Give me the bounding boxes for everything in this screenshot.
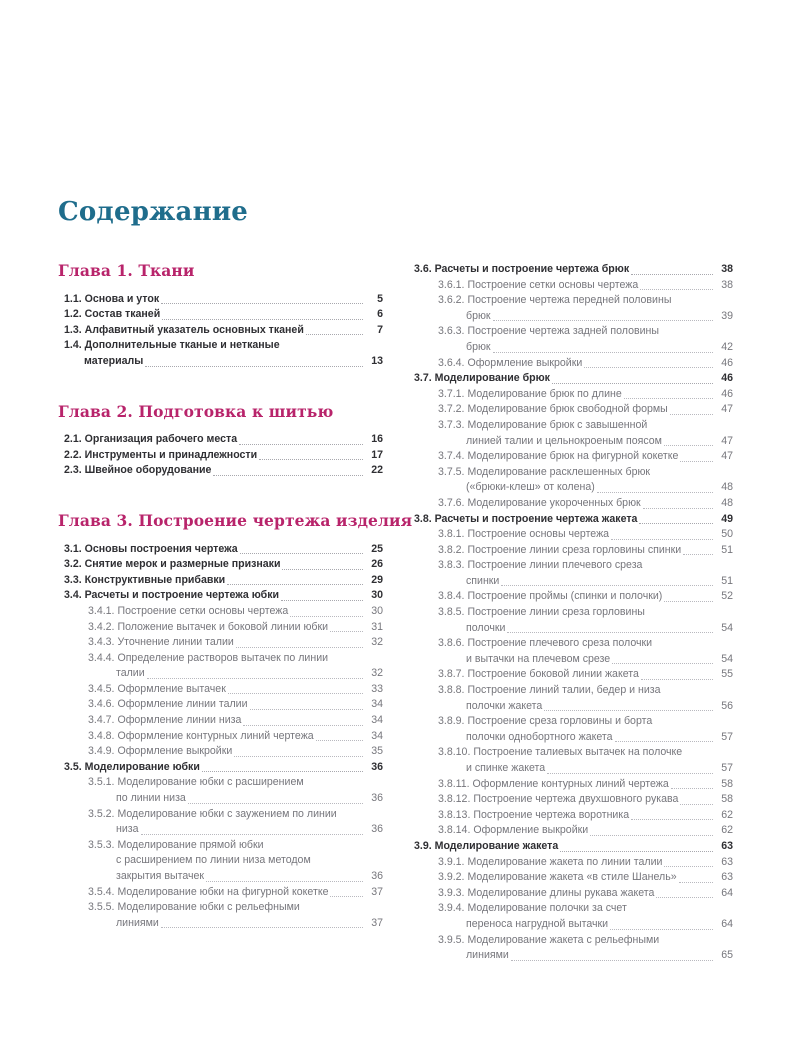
dot-leader <box>243 724 363 726</box>
toc-entry[interactable] <box>58 791 383 807</box>
toc-page-number: 57 <box>721 762 733 774</box>
toc-entry-label: 3.8.5. Построение линии среза горловины <box>438 606 645 619</box>
dot-leader <box>213 474 363 476</box>
toc-entry-continuation[interactable] <box>58 838 383 854</box>
toc-entry[interactable] <box>408 808 733 824</box>
toc-entry[interactable] <box>408 792 733 808</box>
toc-column-right <box>408 262 733 964</box>
toc-page-number: 64 <box>721 917 733 930</box>
toc-entry-label: 3.7.2. Моделирование брюк свободной формы <box>438 403 668 416</box>
toc-entry[interactable] <box>408 621 733 637</box>
dot-leader <box>161 302 363 304</box>
dot-leader <box>227 583 363 585</box>
toc-entry-label: 3.4.4. Определение растворов вытачек по линии <box>88 651 329 664</box>
toc-entry[interactable] <box>58 666 383 682</box>
dot-leader <box>611 538 713 540</box>
toc-page-number: 26 <box>371 558 383 571</box>
toc-entry-label: линиями <box>466 949 509 962</box>
toc-page-number: 13 <box>371 354 383 367</box>
toc-entry-continuation[interactable] <box>408 293 733 309</box>
dot-leader <box>640 288 713 290</box>
toc-entry[interactable] <box>408 387 733 403</box>
dot-leader <box>624 397 713 399</box>
toc-entry-label: полочки жакета <box>466 699 543 712</box>
dot-leader <box>654 648 731 649</box>
dot-leader <box>629 913 731 914</box>
dot-leader <box>584 366 713 368</box>
dot-leader <box>147 677 363 679</box>
toc-entry-label: 3.4.9. Оформление выкройки <box>88 745 233 758</box>
dot-leader <box>250 708 363 710</box>
toc-page-number: 46 <box>721 356 733 369</box>
dot-leader <box>664 600 713 602</box>
toc-entry-label: 3.8.9. Построение среза горловины и борта <box>438 715 653 728</box>
toc-entry-label: 3.8.14. Оформление выкройки <box>438 824 589 837</box>
toc-entry[interactable] <box>408 823 733 839</box>
toc-entry[interactable] <box>58 292 383 308</box>
toc-entry-label: 3.9.5. Моделирование жакета с рельефными <box>438 933 660 946</box>
dot-leader <box>240 552 363 554</box>
toc-entry-label: 1.1. Основа и уток <box>64 292 160 305</box>
toc-entry[interactable] <box>408 855 733 871</box>
toc-entry[interactable] <box>58 307 383 323</box>
toc-page-number: 30 <box>371 604 383 617</box>
toc-entry-continuation[interactable] <box>408 901 733 917</box>
toc-entry-label: 1.4. Дополнительные тканые и нетканые <box>64 339 280 352</box>
dot-leader <box>680 460 713 462</box>
toc-entry-label: 2.2. Инструменты и принадлежности <box>64 448 258 461</box>
toc-entry[interactable] <box>58 682 383 698</box>
toc-entry-continuation[interactable] <box>408 558 733 574</box>
toc-page-number: 47 <box>721 403 733 416</box>
dot-leader <box>631 273 713 275</box>
toc-entry-label: низа <box>116 823 139 836</box>
toc-entry-continuation[interactable] <box>408 714 733 730</box>
dot-leader <box>639 522 713 524</box>
toc-page-number: 29 <box>371 573 383 586</box>
toc-page-number: 58 <box>721 793 733 806</box>
toc-entry-label: 3.4.8. Оформление контурных линий чертежа <box>88 729 314 742</box>
toc-page-number: 38 <box>721 263 733 275</box>
dot-leader <box>679 881 713 883</box>
toc-entry-label: 3.9.2. Моделирование жакета «в стиле Шанель» <box>438 871 677 884</box>
toc-entry[interactable] <box>58 588 383 604</box>
dot-leader <box>641 678 713 680</box>
toc-entry-label: линиями <box>116 916 159 929</box>
toc-page-number: 54 <box>721 621 733 634</box>
dot-leader <box>643 507 713 509</box>
toc-entry-label: 1.3. Алфавитный указатель основных тканей <box>64 323 304 336</box>
toc-entry[interactable] <box>58 542 383 558</box>
toc-entry-label: 3.9.4. Моделирование полочки за счет <box>438 902 627 915</box>
toc-page-number: 34 <box>371 729 383 742</box>
toc-page-number: 5 <box>377 292 383 305</box>
toc-entry-continuation[interactable] <box>408 933 733 949</box>
toc-entry[interactable] <box>408 527 733 543</box>
toc-page-number: 7 <box>377 323 383 336</box>
toc-page-number: 35 <box>371 745 383 758</box>
dot-leader <box>316 739 363 741</box>
toc-entry-label: 3.4.1. Построение сетки основы чертежа <box>88 604 289 617</box>
dot-leader <box>664 865 713 867</box>
toc-page-number: 50 <box>721 528 733 541</box>
toc-entry-label: закрытия вытачек <box>116 870 205 882</box>
dot-leader <box>282 350 381 351</box>
toc-entry[interactable] <box>58 635 383 651</box>
dot-leader <box>631 818 713 820</box>
toc-entry-continuation[interactable] <box>408 683 733 699</box>
toc-entry[interactable] <box>408 699 733 715</box>
toc-entry[interactable] <box>408 543 733 559</box>
toc-page-number: 34 <box>371 714 383 727</box>
dot-leader <box>647 617 731 618</box>
toc-entry[interactable] <box>408 886 733 902</box>
toc-entry-label: 3.8.3. Построение линии плечевого среза <box>438 559 643 572</box>
toc-page-number: 48 <box>721 496 733 509</box>
toc-entry-label: 3.6.3. Построение чертежа задней половины <box>438 325 660 338</box>
dot-leader <box>610 928 713 930</box>
toc-entry-label: 3.4.3. Уточнение линии талии <box>88 636 234 649</box>
toc-entry-label: 3.9. Моделирование жакета <box>414 839 559 852</box>
toc-entry-label: 3.7. Моделирование брюк <box>414 372 550 385</box>
toc-page-number: 36 <box>371 823 383 836</box>
toc-entry-label: 3.2. Снятие мерок и размерные признаки <box>64 558 281 571</box>
toc-entry-label: 2.3. Швейное оборудование <box>64 464 212 477</box>
toc-page-number: 51 <box>721 574 733 587</box>
dot-leader <box>228 692 363 694</box>
toc-entry-label: 3.8.7. Построение боковой линии жакета <box>438 668 639 681</box>
dot-leader <box>330 895 363 897</box>
toc-entry-label: материалы <box>84 354 144 367</box>
toc-entry-label: 3.4.2. Положение вытачек и боковой линии юбки <box>88 620 329 633</box>
toc-entry-label: по линии низа <box>116 792 186 805</box>
toc-entry-continuation[interactable] <box>58 338 383 354</box>
dot-leader <box>597 491 713 493</box>
toc-entry[interactable] <box>58 323 383 339</box>
toc-entry-label: 3.4.7. Оформление линии низа <box>88 714 242 727</box>
toc-entry[interactable] <box>408 402 733 418</box>
toc-entry[interactable] <box>408 512 733 528</box>
toc-page-number: 34 <box>371 698 383 711</box>
dot-leader <box>206 880 363 882</box>
toc-page-number: 47 <box>721 434 733 447</box>
dot-leader <box>501 584 713 586</box>
toc-entry[interactable] <box>58 604 383 620</box>
toc-page-number: 47 <box>721 450 733 463</box>
toc-page-number: 42 <box>721 340 733 353</box>
toc-page-number: 32 <box>371 667 383 680</box>
toc-entry[interactable] <box>58 713 383 729</box>
toc-entry[interactable] <box>58 697 383 713</box>
dot-leader <box>680 803 713 805</box>
toc-entry[interactable] <box>408 730 733 746</box>
dot-leader <box>649 430 731 431</box>
toc-page-number: 63 <box>721 839 733 852</box>
dot-leader <box>493 351 713 353</box>
toc-entry-continuation[interactable] <box>408 605 733 621</box>
toc-page-number: 36 <box>371 792 383 805</box>
toc-entry-label: 3.5.2. Моделирование юбки с заужением по линии <box>88 807 337 820</box>
toc-page-number: 37 <box>371 916 383 929</box>
toc-page-number: 46 <box>721 372 733 385</box>
toc-entry-continuation[interactable] <box>408 324 733 340</box>
toc-entry-label: 3.6.2. Построение чертежа передней половины <box>438 294 672 307</box>
toc-entry-label: 3.3. Конструктивные прибавки <box>64 573 226 586</box>
toc-entry-label: 3.7.5. Моделирование расклешенных брюк <box>438 465 651 478</box>
toc-page-number: 48 <box>721 481 733 494</box>
dot-leader <box>552 382 713 384</box>
toc-entry[interactable] <box>58 573 383 589</box>
toc-entry-label: 3.9.3. Моделирование длины рукава жакета <box>438 886 655 899</box>
toc-entry[interactable] <box>58 557 383 573</box>
dot-leader <box>590 834 713 836</box>
toc-entry[interactable] <box>58 729 383 745</box>
toc-entry-label: 3.9.1. Моделирование жакета по линии талии <box>438 855 663 868</box>
toc-entry-continuation[interactable] <box>58 775 383 791</box>
toc-entry-continuation[interactable] <box>58 900 383 916</box>
dot-leader <box>161 926 363 928</box>
toc-page-number: 63 <box>721 855 733 868</box>
toc-page-number: 16 <box>371 433 383 446</box>
toc-entry[interactable] <box>408 449 733 465</box>
toc-column-left <box>58 261 413 931</box>
dot-leader <box>654 726 731 727</box>
toc-entry[interactable] <box>408 434 733 450</box>
toc-entry[interactable] <box>408 309 733 325</box>
toc-entry-continuation[interactable] <box>408 636 733 652</box>
toc-entry[interactable] <box>58 354 383 370</box>
toc-entry-label: 2.1. Организация рабочего места <box>64 433 238 446</box>
dot-leader <box>547 772 713 774</box>
toc-entry[interactable] <box>408 589 733 605</box>
toc-entry[interactable] <box>58 822 383 838</box>
toc-entry-continuation[interactable] <box>408 465 733 481</box>
toc-entry[interactable] <box>408 917 733 933</box>
toc-entry[interactable] <box>408 574 733 590</box>
toc-page-number: 38 <box>721 278 733 291</box>
page-title: Содержание <box>58 197 249 228</box>
toc-entry-label: 3.7.6. Моделирование укороченных брюк <box>438 496 641 509</box>
dot-leader <box>313 865 381 866</box>
dot-leader <box>683 553 713 555</box>
dot-leader <box>145 365 363 367</box>
toc-entry-label: талии <box>116 667 145 680</box>
toc-page-number: 63 <box>721 871 733 884</box>
toc-entry-label: 3.8.10. Построение талиевых вытачек на полочке <box>438 746 683 759</box>
toc-entry-label: 3.8.4. Построение проймы (спинки и полочки) <box>438 590 663 603</box>
dot-leader <box>673 305 731 306</box>
toc-page-number: 62 <box>721 808 733 821</box>
dot-leader <box>612 662 713 664</box>
toc-entry[interactable] <box>408 839 733 855</box>
dot-leader <box>239 443 363 445</box>
toc-page-number: 32 <box>371 636 383 649</box>
dot-leader <box>560 850 713 852</box>
dot-leader <box>661 336 731 337</box>
toc-entry-continuation[interactable] <box>408 745 733 761</box>
dot-leader <box>306 787 381 788</box>
dot-leader <box>684 757 731 758</box>
dot-leader <box>544 709 713 711</box>
toc-entry-label: полочки <box>466 621 506 634</box>
toc-entry-label: («брюки-клеш» от колена) <box>466 481 595 494</box>
toc-entry[interactable] <box>58 432 383 448</box>
toc-page-number: 65 <box>721 949 733 962</box>
dot-leader <box>259 458 363 460</box>
dot-leader <box>330 662 381 663</box>
toc-page-number: 22 <box>371 464 383 477</box>
dot-leader <box>644 570 731 571</box>
toc-entry[interactable] <box>58 760 383 776</box>
toc-page-number: 17 <box>371 448 383 461</box>
toc-entry[interactable] <box>408 262 733 278</box>
toc-page-number: 39 <box>721 309 733 322</box>
toc-entry-label: 3.8.6. Построение плечевого среза полочки <box>438 637 653 650</box>
dot-leader <box>339 818 381 819</box>
dot-leader <box>652 476 731 477</box>
toc-entry-label: 3.8. Расчеты и построение чертежа жакета <box>414 512 638 525</box>
toc-entry[interactable] <box>58 869 383 885</box>
toc-entry-label: 3.5.5. Моделирование юбки с рельефными <box>88 901 300 914</box>
toc-page-number: 33 <box>371 682 383 695</box>
toc-entry-label: 3.5.1. Моделирование юбки с расширением <box>88 776 304 789</box>
toc-entry-label: брюк <box>466 309 491 322</box>
dot-leader <box>202 770 363 772</box>
toc-page-number: 55 <box>721 668 733 681</box>
dot-leader <box>615 740 713 742</box>
dot-leader <box>507 631 713 633</box>
dot-leader <box>656 896 713 898</box>
dot-leader <box>188 802 363 804</box>
toc-entry-label: 3.6.1. Построение сетки основы чертежа <box>438 278 639 291</box>
toc-page-number: 46 <box>721 387 733 400</box>
toc-entry[interactable] <box>58 620 383 636</box>
dot-leader <box>493 319 713 321</box>
dot-leader <box>281 599 363 601</box>
dot-leader <box>306 333 363 335</box>
toc-entry[interactable] <box>408 278 733 294</box>
toc-page-number: 57 <box>721 730 733 743</box>
toc-entry-label: 3.7.4. Моделирование брюк на фигурной кокетке <box>438 450 679 463</box>
toc-entry-label: 3.4.6. Оформление линии талии <box>88 698 248 711</box>
toc-entry-continuation[interactable] <box>58 853 383 869</box>
toc-entry-label: 3.6.4. Оформление выкройки <box>438 356 583 369</box>
toc-entry-label: 3.7.1. Моделирование брюк по длине <box>438 387 622 400</box>
dot-leader <box>330 630 363 632</box>
dot-leader <box>671 787 713 789</box>
toc-entry-label: 3.8.1. Построение основы чертежа <box>438 528 610 541</box>
dot-leader <box>302 912 381 913</box>
toc-entry[interactable] <box>408 371 733 387</box>
toc-page-number: 54 <box>721 652 733 665</box>
toc-entry[interactable] <box>408 356 733 372</box>
dot-leader <box>141 833 363 835</box>
chapter-heading: Глава 3. Построение чертежа изделия <box>58 510 413 530</box>
toc-entry[interactable] <box>58 744 383 760</box>
toc-entry[interactable] <box>58 463 383 479</box>
toc-entry-label: с расширением по линии низа методом <box>116 854 311 867</box>
chapter-heading: Глава 1. Ткани <box>58 261 195 280</box>
toc-entry-label: 3.6. Расчеты и построение чертежа брюк <box>414 263 630 275</box>
toc-entry-label: 3.5.3. Моделирование прямой юбки <box>88 838 264 851</box>
toc-entry-label: 3.1. Основы построения чертежа <box>64 542 238 555</box>
toc-entry-label: 3.8.12. Построение чертежа двухшовного рукава <box>438 793 679 806</box>
toc-entry-label: брюк <box>466 340 491 353</box>
toc-entry[interactable] <box>408 870 733 886</box>
dot-leader <box>266 849 381 850</box>
toc-entry[interactable] <box>408 496 733 512</box>
dot-leader <box>234 755 363 757</box>
toc-page-number: 52 <box>721 590 733 603</box>
toc-entry[interactable] <box>408 667 733 683</box>
toc-entry-continuation[interactable] <box>408 418 733 434</box>
dot-leader <box>511 959 713 961</box>
toc-entry-label: 3.8.11. Оформление контурных линий чертежа <box>438 777 669 790</box>
toc-page-number: 36 <box>371 870 383 882</box>
toc-page-number: 64 <box>721 886 733 899</box>
toc-entry-label: 3.4.5. Оформление вытачек <box>88 682 226 695</box>
toc-page-number: 56 <box>721 699 733 712</box>
toc-page-number: 62 <box>721 824 733 837</box>
toc-entry-label: 3.8.13. Построение чертежа воротника <box>438 808 630 821</box>
toc-entry[interactable] <box>408 652 733 668</box>
toc-entry-label: переноса нагрудной вытачки <box>466 917 609 930</box>
dot-leader <box>162 318 363 320</box>
toc-entry-label: 3.5. Моделирование юбки <box>64 760 200 773</box>
dot-leader <box>664 444 713 446</box>
toc-entry-label: спинки <box>466 574 500 587</box>
dot-leader <box>670 413 713 415</box>
toc-entry[interactable] <box>408 948 733 964</box>
dot-leader <box>290 615 363 617</box>
toc-page-number: 58 <box>721 777 733 790</box>
toc-entry-label: линией талии и цельнокроеным поясом <box>466 434 662 447</box>
toc-entry-label: 1.2. Состав тканей <box>64 308 161 321</box>
toc-entry-label: 3.8.2. Построение линии среза горловины спинки <box>438 543 682 556</box>
toc-page-number: 51 <box>721 543 733 556</box>
toc-page-number: 37 <box>371 885 383 898</box>
toc-entry-continuation[interactable] <box>58 807 383 823</box>
toc-page-number: 36 <box>371 760 383 773</box>
dot-leader <box>663 695 731 696</box>
toc-entry[interactable] <box>58 916 383 932</box>
toc-entry-label: и вытачки на плечевом срезе <box>466 652 611 665</box>
toc-entry-label: 3.7.3. Моделирование брюк с завышенной <box>438 418 648 431</box>
toc-entry-label: 3.4. Расчеты и построение чертежа юбки <box>64 589 280 602</box>
toc-entry-label: и спинке жакета <box>466 762 546 774</box>
toc-entry[interactable] <box>408 480 733 496</box>
toc-entry-label: полочки однобортного жакета <box>466 730 613 743</box>
toc-page-number: 30 <box>371 589 383 602</box>
dot-leader <box>282 568 363 570</box>
toc-entry[interactable] <box>58 448 383 464</box>
toc-entry[interactable] <box>58 885 383 901</box>
toc-entry-label: 3.8.8. Построение линий талии, бедер и низа <box>438 684 661 697</box>
toc-page-number: 31 <box>371 620 383 633</box>
toc-entry[interactable] <box>408 340 733 356</box>
toc-entry[interactable] <box>408 761 733 777</box>
toc-page-number: 49 <box>721 512 733 525</box>
toc-entry[interactable] <box>408 777 733 793</box>
toc-page-number: 6 <box>377 308 383 321</box>
dot-leader <box>661 944 731 945</box>
toc-page-number: 25 <box>371 542 383 555</box>
chapter-heading: Глава 2. Подготовка к шитью <box>58 401 334 421</box>
dot-leader <box>236 646 363 648</box>
toc-entry-label: 3.5.4. Моделирование юбки на фигурной кокетке <box>88 885 329 898</box>
toc-entry-continuation[interactable] <box>58 651 383 667</box>
